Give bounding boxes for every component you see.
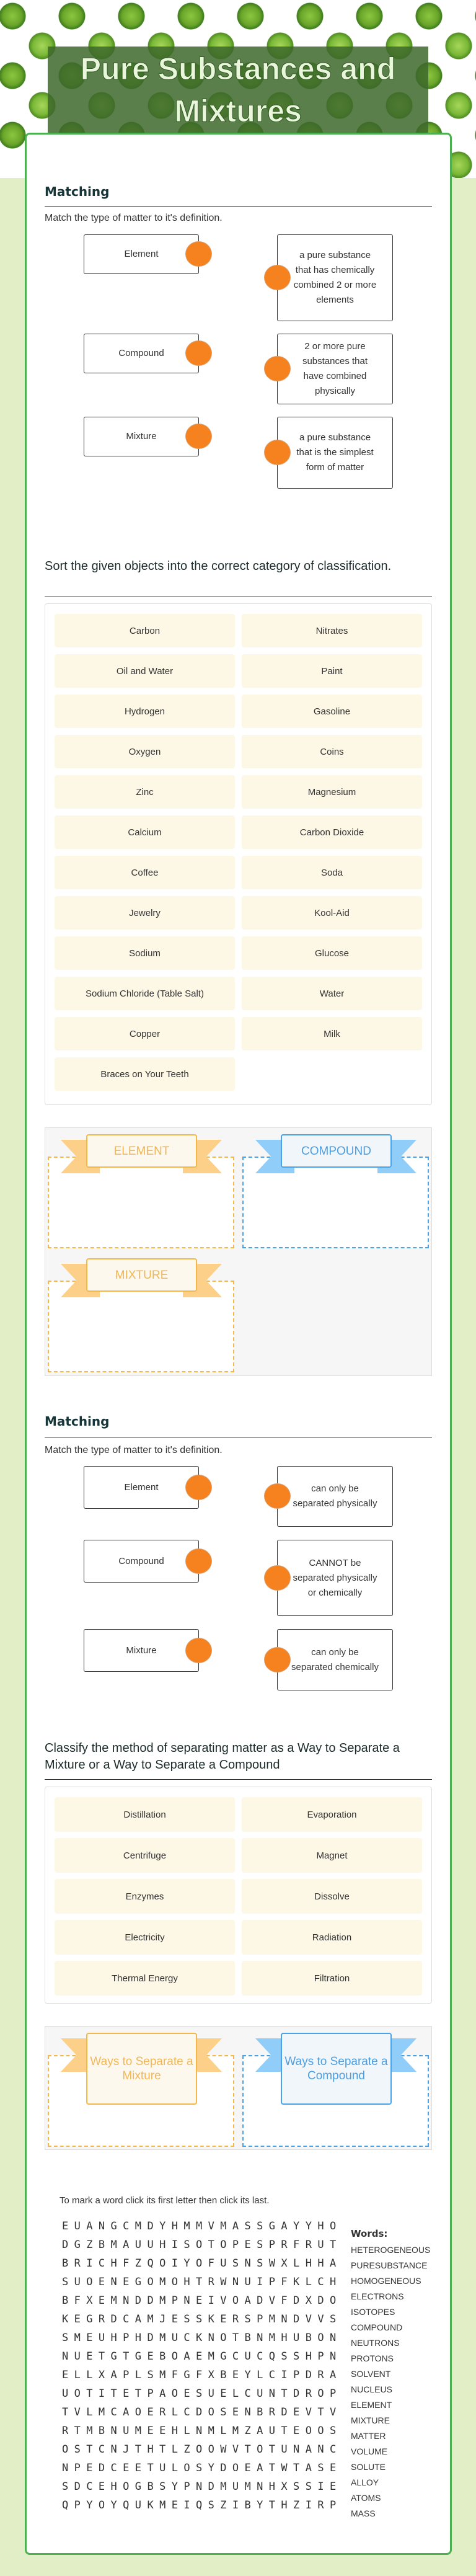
matching-1-instruction: Match the type of matter to it's definition.	[45, 213, 223, 223]
bin-label: COMPOUND	[281, 1134, 392, 1168]
connector-dot[interactable]	[264, 1647, 291, 1672]
sort-item[interactable]: Distillation	[55, 1797, 235, 1832]
word-list-item: SOLUTE	[351, 2462, 386, 2472]
word-list-item: COMPOUND	[351, 2322, 403, 2332]
sort-item[interactable]: Electricity	[55, 1920, 235, 1955]
sort-item[interactable]: Sodium	[55, 936, 235, 970]
bin-label: Ways to Separate a Compound	[281, 2033, 392, 2105]
sort-item[interactable]: Coffee	[55, 856, 235, 889]
word-list-item: PURESUBSTANCE	[351, 2260, 428, 2270]
term-box[interactable]: Element	[84, 234, 199, 274]
wordsearch-row[interactable]: BFXEMNDDMPNEIVOADVFDXDO	[62, 2294, 342, 2307]
connector-dot[interactable]	[185, 1475, 212, 1500]
connector-dot[interactable]	[185, 424, 212, 449]
matching-2-instruction: Match the type of matter to it's definition.	[45, 1445, 223, 1455]
sort-item[interactable]: Soda	[242, 856, 422, 889]
term-box[interactable]: Mixture	[84, 417, 199, 456]
word-list-item: MIXTURE	[351, 2415, 390, 2425]
sort-item[interactable]: Thermal Energy	[55, 1961, 235, 1996]
sort-item[interactable]: Kool-Aid	[242, 896, 422, 930]
bin-label: Ways to Separate a Mixture	[86, 2033, 197, 2105]
bin-label: MIXTURE	[86, 1258, 197, 1292]
sort-item[interactable]: Magnet	[242, 1838, 422, 1873]
page-title: Pure Substances and Mixtures	[80, 51, 396, 128]
word-list-item: ELECTRONS	[351, 2291, 404, 2301]
sort-item[interactable]: Gasoline	[242, 695, 422, 728]
sort-item[interactable]: Oxygen	[55, 735, 235, 768]
wordsearch-row[interactable]: RTMBNUMEEHLNMLMZAUTEOOS	[62, 2425, 342, 2437]
connector-dot[interactable]	[264, 1565, 291, 1591]
connector-dot[interactable]	[185, 1548, 212, 1574]
word-list-item: NUCLEUS	[351, 2384, 392, 2394]
sort-item[interactable]: Filtration	[242, 1961, 422, 1996]
word-list-item: ATOMS	[351, 2493, 381, 2503]
word-list-item: VOLUME	[351, 2446, 388, 2456]
sort-1-items	[45, 603, 432, 1105]
sort-item[interactable]: Centrifuge	[55, 1838, 235, 1873]
sort-item[interactable]: Evaporation	[242, 1797, 422, 1832]
sort-2-bins	[45, 2026, 432, 2150]
sort-item[interactable]: Hydrogen	[55, 695, 235, 728]
title-box	[48, 47, 428, 133]
wordsearch-row[interactable]: SUOENEGOMOHTRWNUIPFKLCH	[62, 2276, 342, 2288]
sort-item[interactable]: Sodium Chloride (Table Salt)	[55, 977, 235, 1010]
sort-2-title: Classify the method of separating matter as a Way to Separate a Mixture or a Way to Separate a Compound	[45, 1741, 400, 1772]
sort-item[interactable]: Radiation	[242, 1920, 422, 1955]
sort-item[interactable]: Copper	[55, 1017, 235, 1050]
sort-item[interactable]: Glucose	[242, 936, 422, 970]
section-heading-matching-2: Matching	[45, 1414, 110, 1429]
sort-item[interactable]: Coins	[242, 735, 422, 768]
connector-dot[interactable]	[264, 265, 291, 290]
sort-item[interactable]: Water	[242, 977, 422, 1010]
wordsearch-row[interactable]: QPYOYQUKMEIQSZIBYTHZIRP	[62, 2499, 342, 2512]
connector-dot[interactable]	[185, 1638, 212, 1663]
definition-box[interactable]: 2 or more pure substances that have combined physically	[277, 334, 393, 404]
definition-box[interactable]: CANNOT be separated physically or chemically	[277, 1540, 393, 1616]
sort-item[interactable]: Oil and Water	[55, 654, 235, 688]
connector-dot[interactable]	[264, 1483, 291, 1509]
wordsearch-row[interactable]: ELLXAPLSMFGFXBEYLCIPDRA	[62, 2369, 342, 2381]
definition-box[interactable]: a pure substance that is the simplest form of matter	[277, 417, 393, 489]
wordsearch-row[interactable]: OSTCNJTHTLZOOWVTOTUNANC	[62, 2443, 342, 2456]
bin-label: ELEMENT	[86, 1134, 197, 1168]
wordsearch-row[interactable]: EUANGCMDYHMMVMASSGAYYHO	[62, 2220, 342, 2232]
connector-dot[interactable]	[264, 356, 291, 381]
wordsearch-row[interactable]: NPEDCEETULOSYDOEATWTASE	[62, 2462, 342, 2474]
wordsearch-instruction: To mark a word click its first letter then click its last.	[60, 2195, 270, 2206]
sort-item[interactable]: Paint	[242, 654, 422, 688]
wordsearch-row[interactable]: DGZBMAUUHISOTOPESPRFRUT	[62, 2239, 342, 2251]
word-list-item: HETEROGENEOUS	[351, 2245, 431, 2255]
term-box[interactable]: Compound	[84, 1540, 199, 1583]
word-list-item: ALLOY	[351, 2477, 379, 2487]
sort-item[interactable]: Enzymes	[55, 1879, 235, 1914]
wordsearch-row[interactable]: BRICHFZQOIYOFUSNSWXLHHA	[62, 2257, 342, 2270]
connector-dot[interactable]	[264, 440, 291, 465]
sort-item[interactable]: Jewelry	[55, 896, 235, 930]
sort-item[interactable]: Carbon Dioxide	[242, 815, 422, 849]
section-heading-matching-1: Matching	[45, 184, 110, 199]
definition-box[interactable]: a pure substance that has chemically combined 2 or more elements	[277, 234, 393, 321]
sort-2-items	[45, 1787, 432, 2004]
sort-item[interactable]: Milk	[242, 1017, 422, 1050]
sort-item[interactable]: Carbon	[55, 614, 235, 647]
word-list-item: ISOTOPES	[351, 2307, 395, 2317]
wordsearch-row[interactable]: NUETGTGEBOAEMGCUCQSSHPN	[62, 2350, 342, 2363]
words-label: Words:	[351, 2228, 388, 2239]
sort-item[interactable]: Dissolve	[242, 1879, 422, 1914]
word-list-item: HOMOGENEOUS	[351, 2276, 421, 2286]
word-list-item: MATTER	[351, 2431, 386, 2441]
wordsearch-row[interactable]: SDCEHOGBSYPNDMUMNHXSSIE	[62, 2481, 342, 2493]
term-box[interactable]: Element	[84, 1466, 199, 1509]
sort-1-bins	[45, 1127, 432, 1376]
sort-item[interactable]: Braces on Your Teeth	[55, 1057, 235, 1091]
word-list-item: SOLVENT	[351, 2369, 391, 2379]
sort-item[interactable]: Zinc	[55, 775, 235, 809]
wordsearch-row[interactable]: KEGRDCAMJESSKERSPMNDVVS	[62, 2313, 342, 2325]
term-box[interactable]: Mixture	[84, 1629, 199, 1672]
sort-item[interactable]: Magnesium	[242, 775, 422, 809]
sort-item[interactable]: Calcium	[55, 815, 235, 849]
definition-box[interactable]: can only be separated physically	[277, 1466, 393, 1527]
term-box[interactable]: Compound	[84, 334, 199, 373]
wordsearch-row[interactable]: SMEUHPHDMUCKNOTBNMHUBON	[62, 2332, 342, 2344]
wordsearch-row[interactable]: TVLMCAOERLCDOSENBRDEVTV	[62, 2406, 342, 2418]
connector-dot[interactable]	[185, 241, 212, 267]
sort-1-title: Sort the given objects into the correct category of classification.	[45, 559, 392, 573]
word-list-item: ELEMENT	[351, 2400, 392, 2410]
definition-box[interactable]: can only be separated chemically	[277, 1629, 393, 1690]
sort-item[interactable]: Nitrates	[242, 614, 422, 647]
connector-dot[interactable]	[185, 340, 212, 366]
word-list-item: NEUTRONS	[351, 2338, 400, 2348]
divider	[45, 1779, 432, 1780]
word-list-item: PROTONS	[351, 2353, 394, 2363]
word-list-item: MASS	[351, 2508, 376, 2518]
wordsearch-row[interactable]: UOTITETPAOESUELCUNTDROP	[62, 2387, 342, 2400]
